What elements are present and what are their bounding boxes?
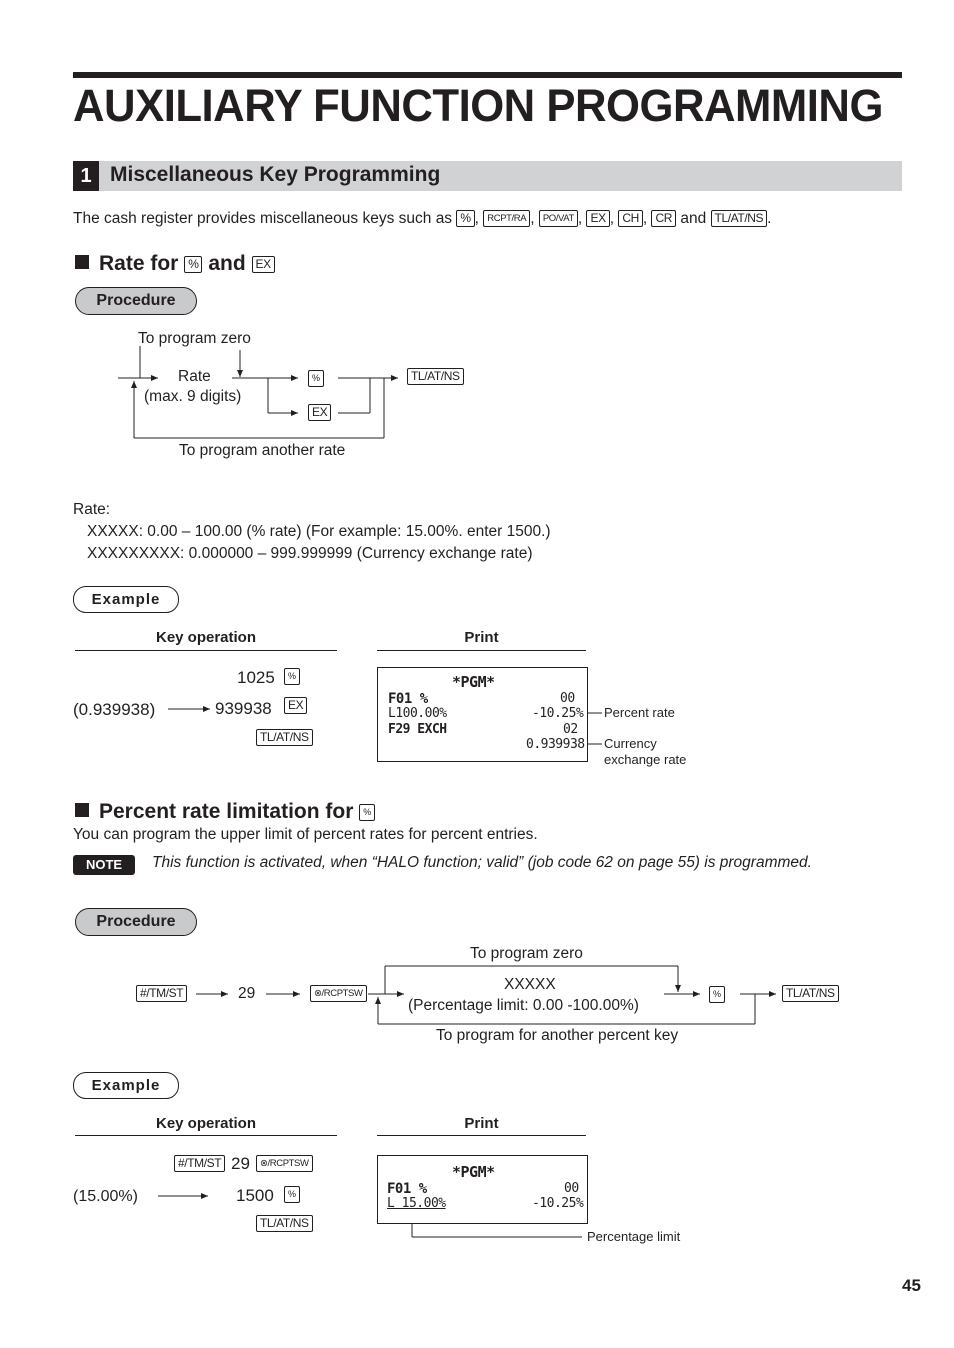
flow-to-program-zero: To program zero [470,945,583,962]
print-header-pgm: *PGM* [452,673,495,691]
rate-heading-text: Rate for [99,252,179,275]
procedure-label: Procedure [75,908,197,936]
annotation-currency: Currency [604,736,657,751]
key-percent: % [456,210,474,227]
op-key-tl-at-ns: TL/AT/NS [256,729,313,746]
flow-another-key: To program for another percent key [436,1027,679,1044]
flow-key-tl-at-ns: TL/AT/NS [782,985,839,1002]
page-number: 45 [902,1276,921,1295]
key-operation-header: Key operation [155,629,257,646]
annotation-exchange-rate: exchange rate [604,752,687,767]
flow-key-rcptsw: ⊗/RCPTSW [310,985,367,1002]
square-bullet-icon [75,803,89,817]
key-percent: % [359,804,375,821]
op-input-rate: (0.939938) [73,700,156,719]
flow-another-rate: To program another rate [179,442,346,459]
print-row-2-right: -10.25% [532,706,584,721]
limit-description: You can program the upper limit of percent rates for percent entries. [73,826,538,843]
intro-line: The cash register provides miscellaneous keys such as % , RCPT/RA , PO/VAT , EX , CH , CR and TL/AT/NS . [73,210,772,227]
print-row-3-left: F29 EXCH [388,722,447,737]
flow-key-ex: EX [308,404,331,421]
op-value-939938: 939938 [215,699,272,718]
key-ex: EX [586,210,609,227]
print-row-2-left: L 15.00% [387,1196,446,1211]
intro-and: and [680,210,707,227]
flow-limit-text: (Percentage limit: 0.00 -100.00%) [408,997,639,1014]
op-key-tm-st: #/TM/ST [174,1155,225,1172]
flow-xxxxx: XXXXX [504,976,556,993]
op-input-limit: (15.00%) [73,1188,138,1205]
rate-desc-percent: XXXXX: 0.00 – 100.00 (% rate) (For example: 15.00%. enter 1500.) [87,523,551,540]
op-value-1025: 1025 [237,668,275,687]
key-ch: CH [618,210,643,227]
flow-key-percent: % [308,370,324,387]
section-number: 1 [73,161,99,191]
header-underline [377,650,586,651]
rate-desc-title: Rate: [73,501,111,518]
procedure-label: Procedure [75,287,197,315]
key-tl-at-ns: TL/AT/NS [711,210,768,227]
op-key-percent: % [284,1186,300,1203]
limit-heading-text: Percent rate limitation for [99,800,354,823]
print-row-1-left: F01 % [388,691,428,707]
header-underline [75,650,337,651]
flow-key-tm-st: #/TM/ST [136,985,187,1002]
print-row-1-right: 00 [560,691,575,706]
example-label: Example [73,586,179,613]
header-underline [75,1135,337,1136]
flow-rate-digits: (max. 9 digits) [144,388,242,405]
flow-key-tl-at-ns: TL/AT/NS [407,368,464,385]
op-value-1500: 1500 [236,1186,274,1205]
key-rcpt-ra: RCPT/RA [483,210,530,227]
section-title: Miscellaneous Key Programming [110,163,441,186]
key-cr: CR [651,210,676,227]
op-key-percent: % [284,668,300,685]
key-percent: % [184,256,202,273]
note-text: This function is activated, when “HALO function; valid” (job code 62 on page 55) is programmed. [152,854,812,871]
op-key-tl-at-ns: TL/AT/NS [256,1215,313,1232]
flow-code-29: 29 [238,985,256,1002]
key-po-vat: PO/VAT [539,210,578,227]
rate-heading-and: and [208,252,246,275]
print-row-2-left: L100.00% [388,706,447,721]
print-row-3-right: 02 [563,722,578,737]
print-header: Print [464,629,499,646]
flow-rate-label: Rate [178,368,211,385]
op-value-29: 29 [231,1154,250,1173]
print-row-1-left: F01 % [387,1181,427,1197]
print-header: Print [464,1115,499,1132]
op-key-ex: EX [284,697,307,714]
rate-desc-currency: XXXXXXXXX: 0.000000 – 999.999999 (Currency exchange rate) [87,545,533,562]
key-operation-header: Key operation [155,1115,257,1132]
note-badge: NOTE [73,855,135,875]
op-key-rcptsw: ⊗/RCPTSW [256,1155,313,1172]
print-row-2-right: -10.25% [532,1196,584,1211]
limit-heading [75,800,375,824]
intro-text: The cash register provides miscellaneous keys such as [73,210,453,227]
key-ex: EX [252,256,275,273]
header-underline [377,1135,586,1136]
print-header-pgm: *PGM* [452,1163,495,1181]
annotation-percent-rate: Percent rate [604,705,675,720]
example-label: Example [73,1072,179,1099]
print-row-4-right: 0.939938 [526,737,585,752]
annotation-percentage-limit: Percentage limit [587,1229,681,1244]
print-row-1-right: 00 [564,1181,579,1196]
page-title: AUXILIARY FUNCTION PROGRAMMING [73,80,883,131]
flow-key-percent: % [709,986,725,1003]
flow-to-program-zero: To program zero [138,330,251,347]
